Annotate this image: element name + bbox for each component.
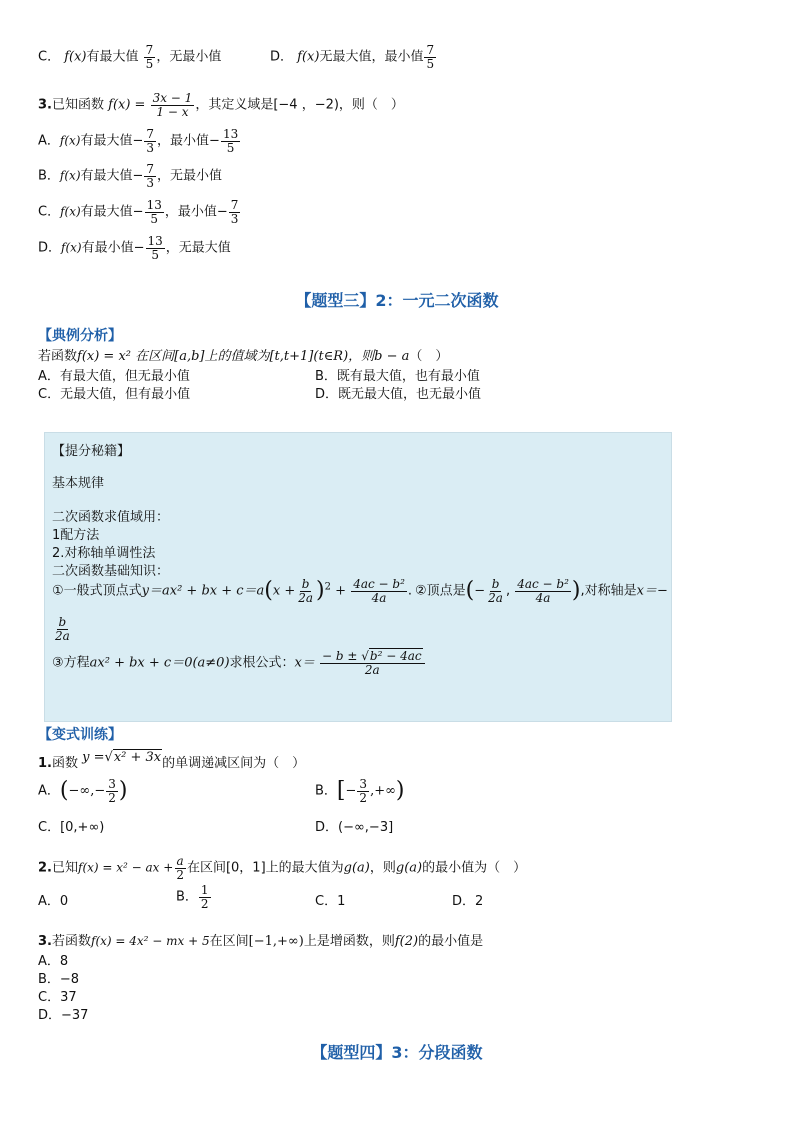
q3-stem: 3.已知函数 f(x) = $\frac{3x - 1}{1 - x}$ ，其定义域是[−4 ，−2)，则（ ） — [38, 91, 404, 119]
tips-rule: 基本规律 — [52, 476, 105, 491]
tips-line-2: 1配方法 — [52, 528, 100, 543]
example-option-b: B．既有最大值，也有最小值 — [315, 369, 480, 384]
tips-line-1: 二次函数求值域用： — [52, 510, 170, 525]
tips-formula-roots: ③方程ax² + bx + c＝0(a≠0)求根公式：x＝ $\frac{\text{− b ± √b² − 4ac}}{2a}$ — [52, 650, 426, 676]
practice-q2-option-d: D．2 — [452, 894, 484, 909]
practice-q2-stem: 2.已知f(x) = x² − ax + $\frac{a}{2}$ 在区间[0，1]上的最大值为g(a)，则g(a)的最小值为（ ） — [38, 854, 527, 882]
q3-option-d: D．f(x)有最小值− $\frac{13}{5}$ ，无最大值 — [38, 234, 231, 262]
tips-line-4: 二次函数基础知识： — [52, 564, 170, 579]
practice-q3-option-c: C．37 — [38, 990, 77, 1005]
top-option-c: C． f(x)有最大值 $\frac{7}{5}$ ，无最小值 — [38, 43, 222, 71]
practice-q1-option-a: A．(−∞,− $\frac{3}{2}$ ) — [38, 777, 128, 805]
example-option-c: C．无最大值，但有最小值 — [38, 387, 191, 402]
section-heading-4: 【题型四】3：分段函数 — [311, 1043, 483, 1062]
tips-formula-vertex-form: ①一般式顶点式y＝ax² + bx + c＝a(x + $\frac{b}{2a}$ )$^2$ + $\frac{\text{4ac − b²}}{4a}$ . — [52, 577, 413, 605]
practice-q1-option-b: B．[− $\frac{3}{2}$ ,+∞) — [315, 777, 405, 805]
example-stem: 若函数f(x) = x² 在区间[a,b]上的值域为[t,t+1](t∈R)，则b − a（ ） — [38, 349, 449, 364]
example-option-a: A．有最大值，但无最小值 — [38, 369, 190, 384]
tips-title: 【提分秘籍】 — [52, 444, 131, 459]
practice-label: 【变式训练】 — [38, 727, 122, 743]
section-heading-3: 【题型三】2：一元二次函数 — [295, 291, 499, 310]
practice-q2-option-a: A．0 — [38, 894, 69, 909]
practice-q3-option-b: B．−8 — [38, 972, 80, 987]
practice-q1-stem: 1.函数 y =√x² + 3x的单调递减区间为（ ） — [38, 750, 306, 771]
practice-q1-option-d: D．(−∞,−3] — [315, 820, 394, 835]
example-label: 【典例分析】 — [38, 328, 122, 344]
tips-line-3: 2.对称轴单调性法 — [52, 546, 156, 561]
q3-option-b: B．f(x)有最大值− $\frac{7}{3}$ ，无最小值 — [38, 162, 223, 190]
tips-formula-vertex: ②顶点是(− $\frac{b}{2a}$ , $\frac{\text{4ac − b²}}{4a}$ ),对称轴是x＝− — [415, 577, 668, 605]
practice-q3-option-a: A．8 — [38, 954, 69, 969]
practice-q2-option-b: B． $\frac{1}{2}$ — [176, 883, 209, 911]
practice-q3-stem: 3.若函数f(x) = 4x² − mx + 5在区间[−1,+∞)上是增函数，则f(2)的最小值是 — [38, 934, 484, 949]
practice-q3-option-d: D．−37 — [38, 1008, 89, 1023]
q3-option-a: A．f(x)有最大值− $\frac{7}{3}$ ，最小值− $\frac{13}{5}$ — [38, 127, 239, 155]
practice-q2-option-c: C．1 — [315, 894, 346, 909]
q3-option-c: C．f(x)有最大值− $\frac{13}{5}$ ，最小值− $\frac{7}{3}$ — [38, 198, 239, 226]
practice-q1-option-c: C．[0,+∞) — [38, 820, 105, 835]
top-option-d: D． f(x)无最大值，最小值 $\frac{7}{5}$ — [270, 43, 435, 71]
tips-axis-fraction: $\frac{b}{2a}$ — [55, 615, 70, 643]
example-option-d: D．既无最大值，也无最小值 — [315, 387, 482, 402]
